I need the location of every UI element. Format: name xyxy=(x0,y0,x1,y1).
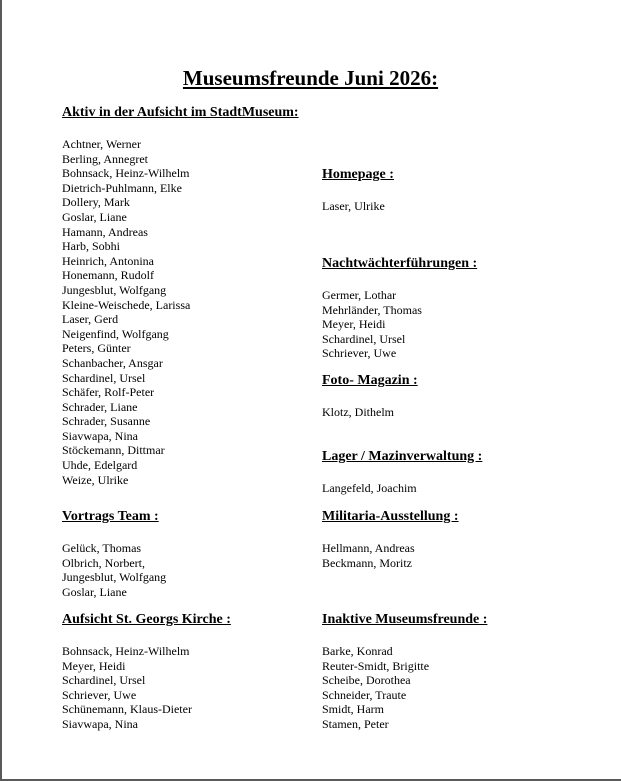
name-list-item: Kleine-Weischede, Larissa xyxy=(62,297,191,312)
section-heading: Militaria-Ausstellung : xyxy=(322,509,459,524)
name-list-item: Honemann, Rudolf xyxy=(62,268,154,283)
name-list-item: Olbrich, Norbert, xyxy=(62,555,145,570)
name-list-item: Goslar, Liane xyxy=(62,584,127,599)
name-list-item: Gelück, Thomas xyxy=(62,541,142,555)
section-nachtwaechterfuehrungen xyxy=(322,255,477,361)
name-list-item: Neigenfind, Wolfgang xyxy=(62,326,169,341)
name-list-item: Mehrländer, Thomas xyxy=(322,302,422,317)
section-heading: Homepage : xyxy=(322,167,394,182)
section-aufsicht-stadtmuseum xyxy=(62,104,299,487)
name-list-item: Peters, Günter xyxy=(62,341,131,356)
spacer xyxy=(62,526,166,541)
name-list xyxy=(62,137,299,487)
name-list-item: Schardinel, Ursel xyxy=(62,370,146,385)
spacer xyxy=(322,184,394,199)
name-list xyxy=(322,541,459,570)
section-heading: Aufsicht St. Georgs Kirche : xyxy=(62,612,231,627)
section-heading: Inaktive Museumsfreunde : xyxy=(322,612,488,627)
name-list-item: Siavwapa, Nina xyxy=(62,716,138,731)
name-list-item: Bohnsack, Heinz-Wilhelm xyxy=(62,644,190,658)
name-list-item: Scheibe, Dorothea xyxy=(322,673,411,688)
name-list-item: Smidt, Harm xyxy=(322,702,384,717)
name-list-item: Dollery, Mark xyxy=(62,195,130,210)
name-list-item: Uhde, Edelgard xyxy=(62,458,138,473)
spacer xyxy=(62,122,299,137)
name-list-item: Siavwapa, Nina xyxy=(62,428,138,443)
document-title: Museumsfreunde Juni 2026: xyxy=(182,66,439,90)
name-list-item: Schäfer, Rolf-Peter xyxy=(62,385,155,400)
name-list-item: Klotz, Dithelm xyxy=(322,405,394,419)
name-list-item: Hamann, Andreas xyxy=(62,224,148,239)
name-list-item: Schünemann, Klaus-Dieter xyxy=(62,702,192,717)
name-list-item: Barke, Konrad xyxy=(322,644,393,658)
name-list-item: Berling, Annegret xyxy=(62,151,148,166)
name-list-item: Beckmann, Moritz xyxy=(322,555,412,570)
name-list-item: Meyer, Heidi xyxy=(322,317,386,332)
name-list-item: Meyer, Heidi xyxy=(62,658,126,673)
name-list xyxy=(322,405,418,420)
section-heading: Nachtwächterführungen : xyxy=(322,256,478,271)
name-list-item: Heinrich, Antonina xyxy=(62,253,154,268)
section-heading: Vortrags Team : xyxy=(62,509,159,524)
name-list xyxy=(62,541,166,599)
name-list xyxy=(322,644,487,732)
section-heading: Aktiv in der Aufsicht im StadtMuseum: xyxy=(62,105,299,120)
page-edge-left xyxy=(0,0,2,781)
name-list-item: Achtner, Werner xyxy=(62,137,141,151)
name-list-item: Dietrich-Puhlmann, Elke xyxy=(62,180,182,195)
name-list-item: Stöckemann, Dittmar xyxy=(62,443,165,458)
name-list-item: Schardinel, Ursel xyxy=(62,673,146,688)
spacer xyxy=(322,629,487,644)
name-list-item: Germer, Lothar xyxy=(322,288,397,302)
section-inaktive-museumsfreunde xyxy=(322,611,487,732)
name-list-item: Schriever, Uwe xyxy=(322,346,397,361)
name-list xyxy=(62,644,231,732)
name-list xyxy=(322,481,482,496)
section-militaria-ausstellung xyxy=(322,508,459,570)
spacer xyxy=(62,629,231,644)
name-list-item: Schrader, Liane xyxy=(62,399,138,414)
section-heading: Foto- Magazin : xyxy=(322,373,418,388)
spacer xyxy=(322,273,477,288)
spacer xyxy=(322,526,459,541)
name-list-item: Langefeld, Joachim xyxy=(322,481,417,495)
name-list-item: Schneider, Traute xyxy=(322,687,407,702)
name-list-item: Laser, Gerd xyxy=(62,312,119,327)
name-list xyxy=(322,199,394,214)
name-list-item: Stamen, Peter xyxy=(322,716,389,731)
name-list-item: Bohnsack, Heinz-Wilhelm xyxy=(62,166,190,181)
name-list-item: Harb, Sobhi xyxy=(62,239,120,254)
name-list xyxy=(322,288,477,361)
name-list-item: Jungesblut, Wolfgang xyxy=(62,282,167,297)
section-homepage xyxy=(322,166,394,214)
section-foto-magazin xyxy=(322,372,418,420)
name-list-item: Reuter-Smidt, Brigitte xyxy=(322,658,430,673)
name-list-item: Jungesblut, Wolfgang xyxy=(62,570,167,585)
section-vortrags-team xyxy=(62,508,166,599)
name-list-item: Weize, Ulrike xyxy=(62,472,129,487)
spacer xyxy=(322,466,482,481)
name-list-item: Laser, Ulrike xyxy=(322,199,385,213)
name-list-item: Goslar, Liane xyxy=(62,209,127,224)
section-lager-verwaltung xyxy=(322,448,482,496)
spacer xyxy=(322,390,418,405)
name-list-item: Schriever, Uwe xyxy=(62,687,137,702)
name-list-item: Hellmann, Andreas xyxy=(322,541,415,555)
section-st-georgs-kirche xyxy=(62,611,231,732)
section-heading: Lager / Mazinverwaltung : xyxy=(322,449,483,464)
name-list-item: Schanbacher, Ansgar xyxy=(62,355,163,370)
name-list-item: Schrader, Susanne xyxy=(62,414,151,429)
name-list-item: Schardinel, Ursel xyxy=(322,331,406,346)
